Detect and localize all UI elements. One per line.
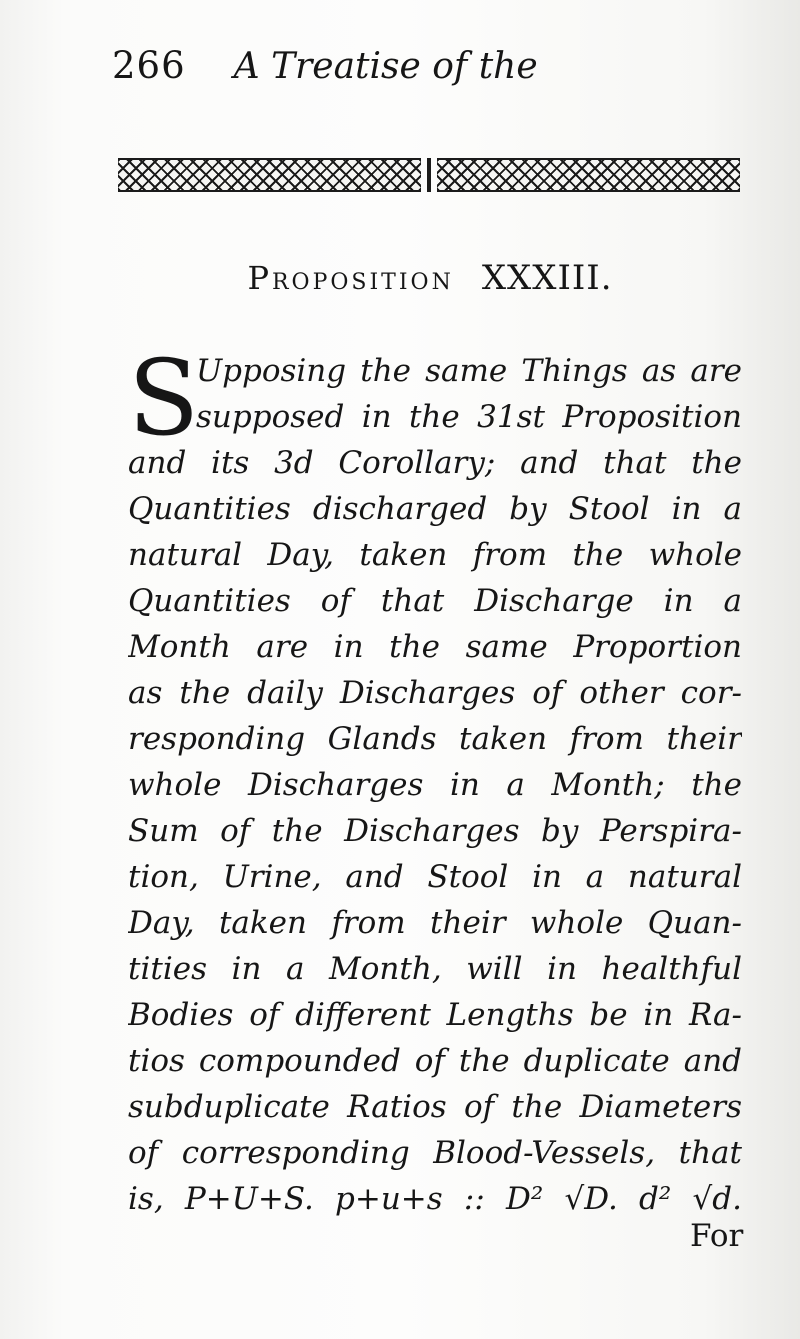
- text-line: natural Day, taken from the whole: [128, 537, 742, 573]
- page-number: 266: [112, 44, 186, 87]
- text-line: tities in a Month, will in healthful: [128, 951, 742, 987]
- text-line: Upposing the same Things as are: [196, 353, 742, 389]
- text-line: Sum of the Discharges by Perspira-: [128, 813, 742, 849]
- page-header: [112, 44, 538, 104]
- text-line: subduplicate Ratios of the Diameters: [128, 1089, 742, 1125]
- text-line: of corresponding Blood-Vessels, that: [128, 1135, 742, 1171]
- text-line: is, P+U+S. p+u+s :: D² √D. d² √d.: [128, 1181, 742, 1217]
- text-line: Bodies of different Lengths be in Ra-: [128, 997, 742, 1033]
- text-line: tion, Urine, and Stool in a natural: [128, 859, 742, 895]
- text-line: Month are in the same Proportion: [128, 629, 742, 665]
- proposition-label: Proposition: [247, 259, 454, 297]
- text-line: tios compounded of the duplicate and: [128, 1043, 742, 1079]
- running-head: A Treatise of the: [233, 46, 538, 87]
- decorative-ornament-band: [118, 158, 740, 192]
- ornament-left: [118, 158, 421, 192]
- text-line: supposed in the 31st Proposition: [196, 399, 742, 435]
- proposition-numeral: XXXIII.: [481, 258, 613, 298]
- text-line: Quantities of that Discharge in a: [128, 583, 742, 619]
- text-line: responding Glands taken from their: [128, 721, 742, 757]
- text-line: as the daily Discharges of other cor-: [128, 675, 742, 711]
- catchword: For: [690, 1218, 744, 1254]
- ornament-divider: [427, 158, 431, 192]
- drop-cap: S: [128, 337, 200, 459]
- text-line: Quantities discharged by Stool in a: [128, 491, 742, 527]
- ornament-right: [437, 158, 740, 192]
- proposition-heading: [0, 258, 800, 298]
- text-line: whole Discharges in a Month; the: [128, 767, 742, 803]
- text-line: and its 3d Corollary; and that the: [128, 445, 742, 481]
- text-line: Day, taken from their whole Quan-: [128, 905, 742, 941]
